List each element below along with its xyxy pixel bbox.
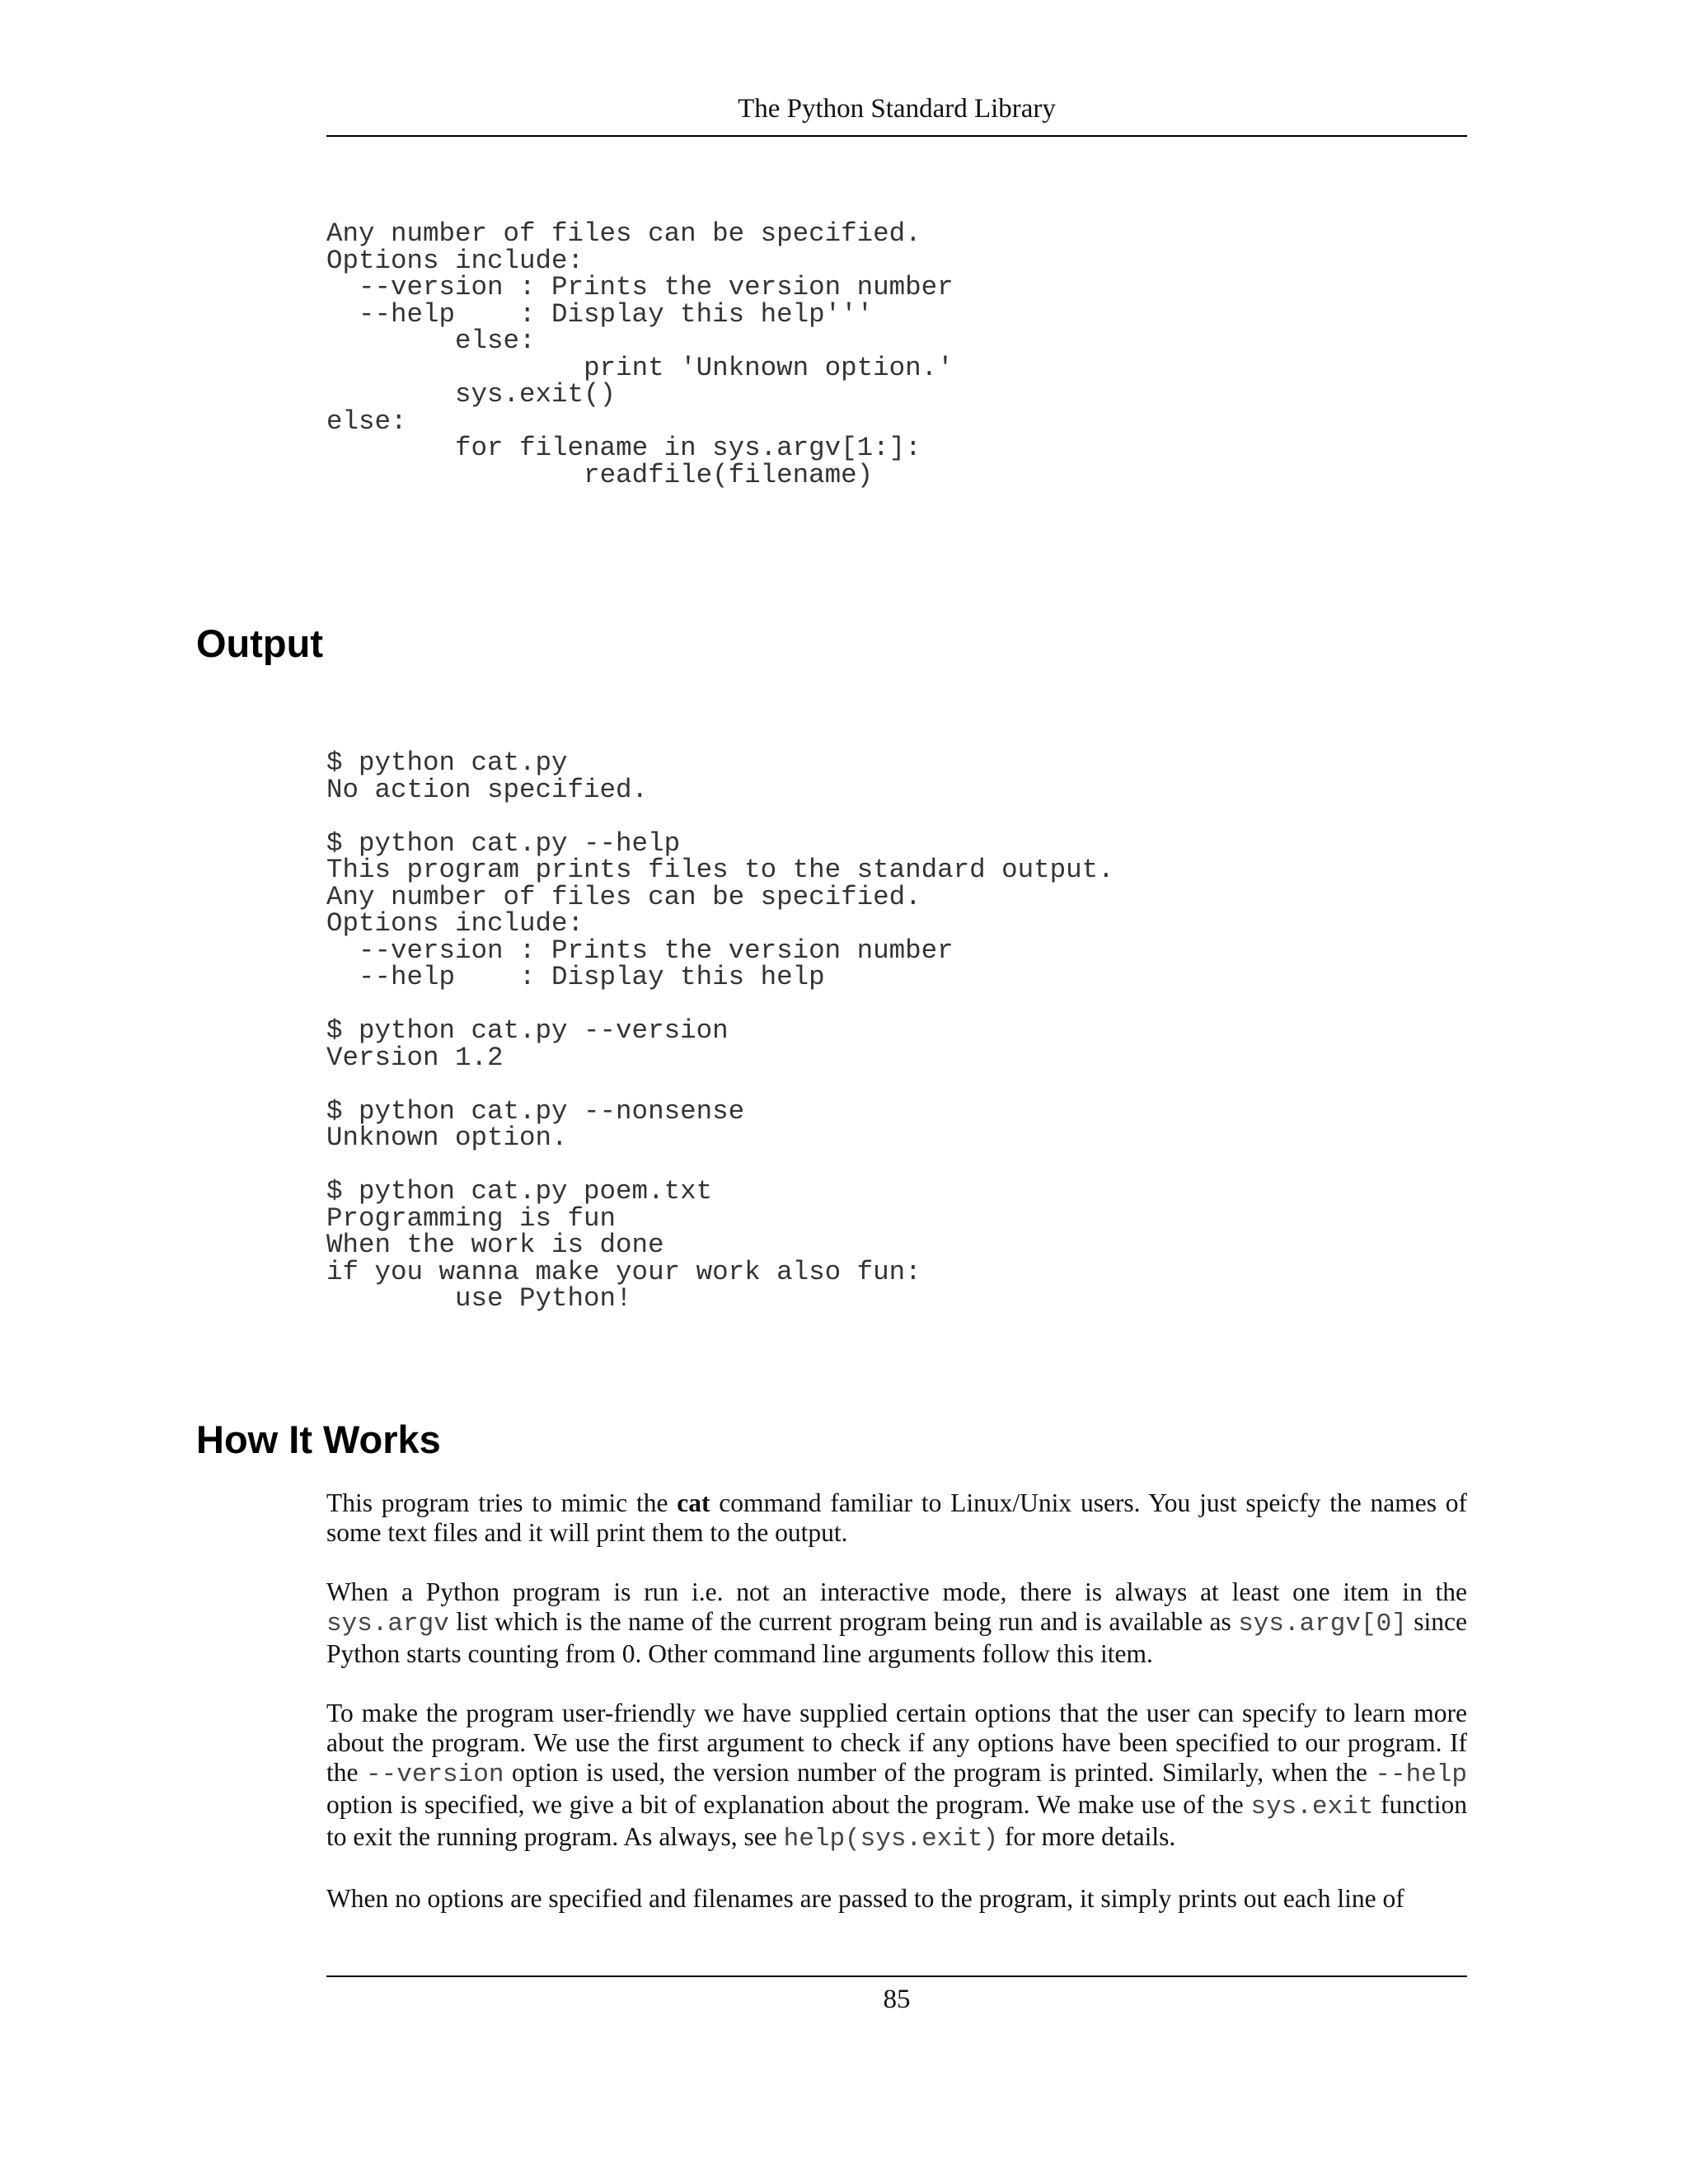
code-block-output: $ python cat.py No action specified. $ python cat.py --help This program prints files to the standard output. Any number of files can be specified. Options include: --version : Prints the version number --help : Display this help $ python cat.py --version Version 1.2 $ python cat.py --nonsense Unknown option. $ python cat.py poem.txt Programming is fun When the work is done if you wanna make your work also fun: use Python!	[326, 748, 1114, 1314]
body-text	[326, 1488, 1467, 1943]
inline-code: sys.exit	[1250, 1793, 1374, 1821]
inline-code: help(sys.exit)	[783, 1825, 999, 1854]
code-block-cat-source: Any number of files can be specified. Options include: --version : Prints the version number --help : Display this help''' else: print 'Unknown option.' sys.exit() else: for filename in sys.argv[1:]: readfile(filename)	[326, 218, 954, 490]
footer-rule	[326, 1975, 1467, 1977]
paragraph-1: This program tries to mimic the cat command familiar to Linux/Unix users. You just speicfy the names of some text files and it will print them to the output.	[326, 1488, 1467, 1547]
paragraph-3: To make the program user-friendly we have supplied certain options that the user can specify to learn more about the program. We use the first argument to check if any options have been specified to our program. If the --version option is used, the version number of the program is printed. Similarly, when the --help option is specified, we give a bit of explanation about the program. We make use of the sys.exit function to exit the running program. As always, see help(sys.exit) for more details.	[326, 1699, 1468, 1854]
paragraph-4: When no options are specified and filenames are passed to the program, it simply prints out each line of	[326, 1884, 1404, 1913]
section-heading-how-it-works: How It Works	[196, 1418, 441, 1461]
inline-code: --help	[1375, 1760, 1468, 1789]
page-number: 85	[883, 1985, 911, 2014]
running-header: The Python Standard Library	[738, 94, 1056, 124]
section-heading-output: Output	[196, 621, 323, 665]
inline-code: sys.argv	[326, 1610, 449, 1638]
inline-code: --version	[366, 1760, 504, 1789]
paragraph-2: When a Python program is run i.e. not an interactive mode, there is always at least one item in the sys.argv list which is the name of the current program being run and is available as sys.argv[0] since Python starts counting from 0. Other command line arguments follow this item.	[326, 1577, 1467, 1668]
header-rule	[326, 135, 1467, 137]
inline-code: sys.argv[0]	[1238, 1610, 1407, 1638]
bold-term-cat: cat	[677, 1488, 710, 1517]
